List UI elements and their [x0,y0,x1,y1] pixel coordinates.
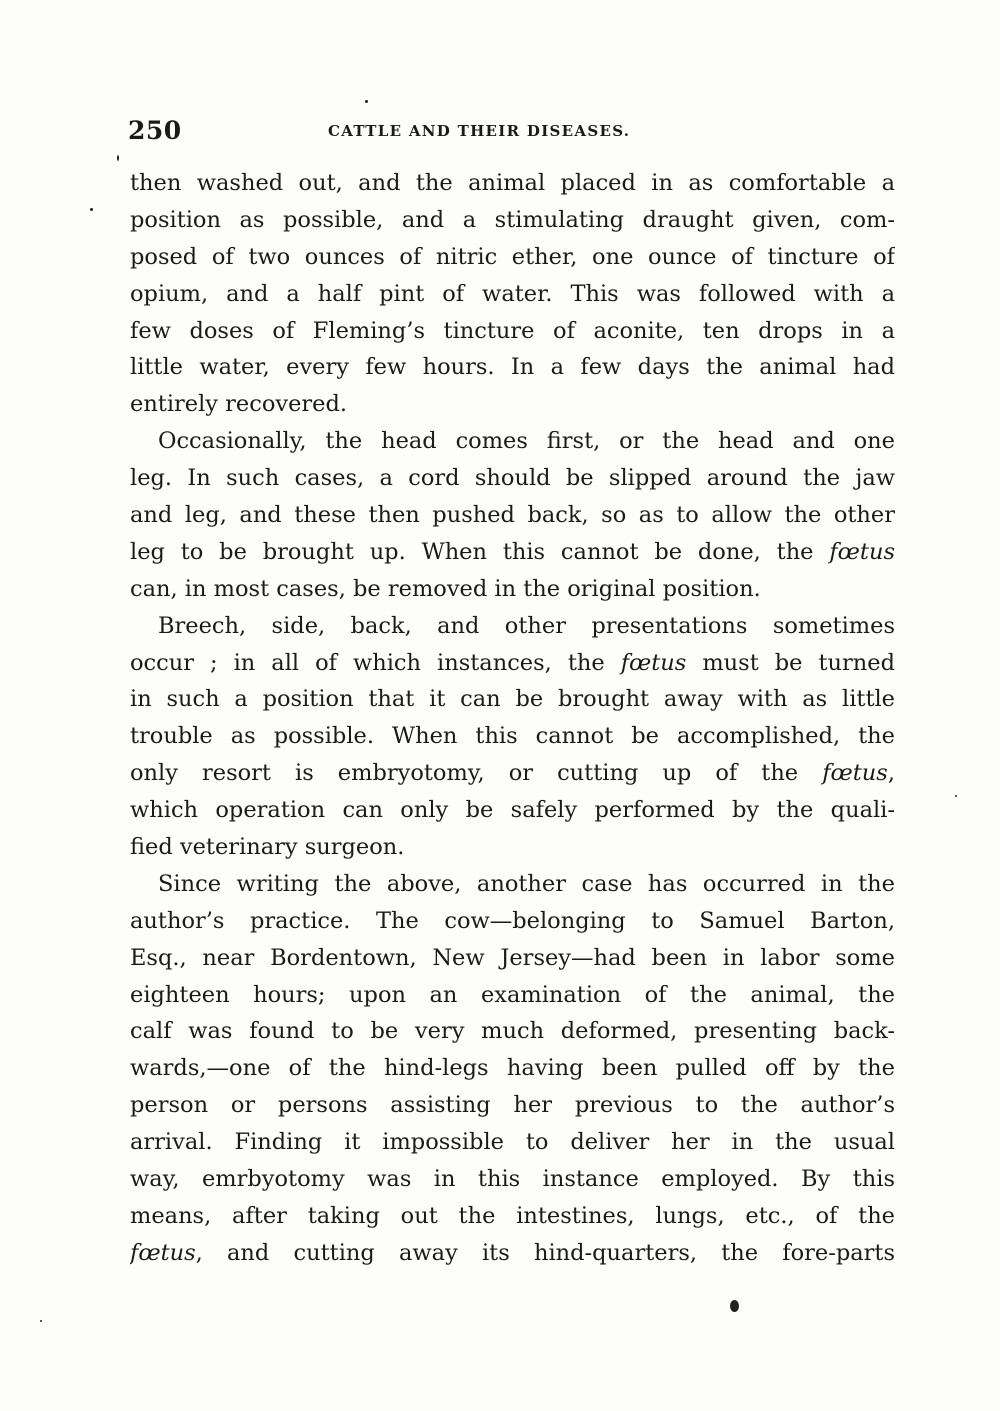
text-line: fied veterinary surgeon. [130,834,405,861]
text-line: author’s practice. The cow—belonging to Samuel Barton, [130,907,895,934]
text-line: in such a position that it can be brought away with as little [130,686,895,713]
ink-speck [40,1320,42,1322]
page-number: 250 [128,116,182,145]
text-line: can, in most cases, be removed in the original position. [130,575,761,602]
running-head [128,116,898,148]
text-line: person or persons assisting her previous to the author’s [130,1092,895,1119]
text-line: leg. In such cases, a cord should be slipped around the jaw [130,465,895,492]
body-text [130,165,895,1272]
text-line: Breech, side, back, and other presentations sometimes [158,612,895,639]
text-line: arrival. Finding it impossible to deliver her in the usual [130,1129,895,1156]
text-line: Esq., near Bordentown, New Jersey—had been in labor some [130,944,895,971]
running-title: CATTLE AND THEIR DISEASES. [328,122,631,140]
text-line: entirely recovered. [130,391,348,418]
text-line: occur ; in all of which instances, the fœtus must be turned [130,649,895,676]
text-line: way, emrbyotomy was in this instance employed. By this [130,1166,895,1193]
text-line: trouble as possible. When this cannot be accomplished, the [130,723,895,750]
text-line: opium, and a half pint of water. This was followed with a [130,280,895,307]
text-line: little water, every few hours. In a few days the animal had [130,354,895,381]
text-line: wards,—one of the hind-legs having been pulled off by the [130,1055,895,1082]
text-line: Since writing the above, another case has occurred in the [158,870,895,897]
text-line: Occasionally, the head comes first, or the head and one [158,428,895,455]
ink-speck [117,155,119,161]
text-line: means, after taking out the intestines, lungs, etc., of the [130,1202,895,1229]
ink-speck [955,795,957,797]
ink-speck [90,208,93,211]
text-line: which operation can only be safely performed by the quali- [130,797,895,824]
text-line: fœtus, and cutting away its hind-quarters, the fore-parts [130,1239,895,1266]
ink-speck [730,1300,739,1312]
text-line: then washed out, and the animal placed in as comfortable a [130,170,895,196]
text-line: eighteen hours; upon an examination of the animal, the [130,981,895,1008]
text-line: calf was found to be very much deformed, presenting back- [130,1018,895,1045]
ink-speck [365,100,368,103]
text-line: only resort is embryotomy, or cutting up of the fœtus, [130,760,895,787]
text-line: few doses of Fleming’s tincture of aconite, ten drops in a [130,317,895,344]
text-line: leg to be brought up. When this cannot be done, the fœtus [130,538,895,565]
text-line: posed of two ounces of nitric ether, one ounce of tincture of [130,243,895,270]
text-line: position as possible, and a stimulating draught given, com- [130,206,895,233]
text-line: and leg, and these then pushed back, so as to allow the other [130,502,895,529]
